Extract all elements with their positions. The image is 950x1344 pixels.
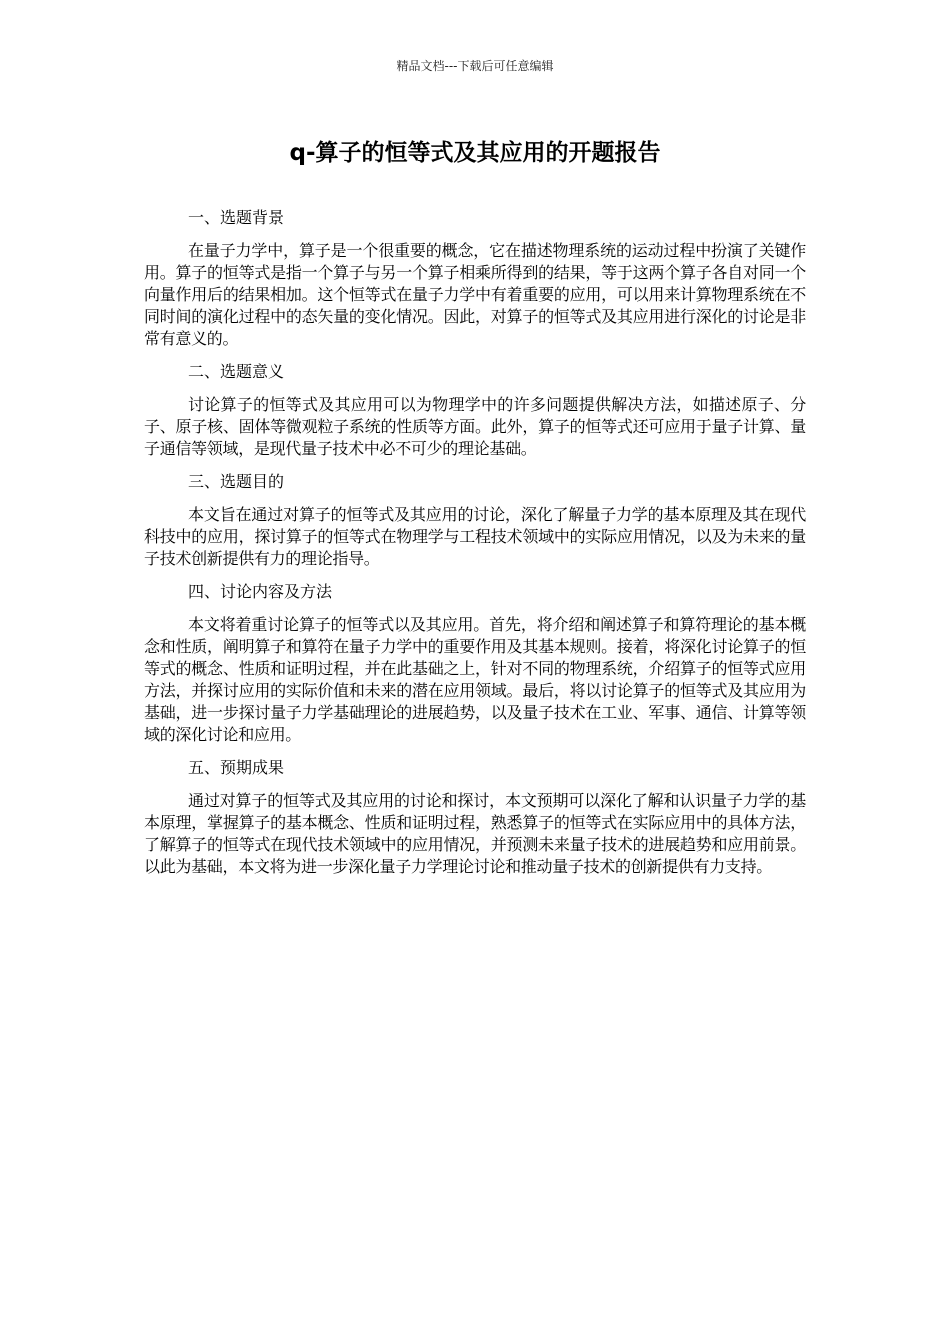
section-heading-significance: 二、选题意义 [188,362,285,381]
section-body-significance: 讨论算子的恒等式及其应用可以为物理学中的许多问题提供解决方法，如描述原子、分子、原子核、固体等微观粒子系统的性质等方面。此外，算子的恒等式还可应用于量子计算、量子通信等领域，是现代量子技术中必不可少的理论基础。 [144,395,806,458]
section-body-background: 在量子力学中，算子是一个很重要的概念，它在描述物理系统的运动过程中扮演了关键作用。算子的恒等式是指一个算子与另一个算子相乘所得到的结果，等于这两个算子各自对同一个向量作用后的结果相加。这个恒等式在量子力学中有着重要的应用，可以用来计算物理系统在不同时间的演化过程中的态矢量的变化情况。因此，对算子的恒等式及其应用进行深化的讨论是非常有意义的。 [144,241,806,348]
document-body [144,207,806,889]
section-body-content-methods: 本文将着重讨论算子的恒等式以及其应用。首先，将介绍和阐述算子和算符理论的基本概念和性质，阐明算子和算符在量子力学中的重要作用及其基本规则。接着，将深化讨论算子的恒等式的概念、性质和证明过程，并在此基础之上，针对不同的物理系统，介绍算子的恒等式应用方法，并探讨应用的实际价值和未来的潜在应用领域。最后，将以讨论算子的恒等式及其应用为基础，进一步探讨量子力学基础理论的进展趋势，以及量子技术在工业、军事、通信、计算等领域的深化讨论和应用。 [144,615,806,744]
section-body-expected-results: 通过对算子的恒等式及其应用的讨论和探讨，本文预期可以深化了解和认识量子力学的基本原理，掌握算子的基本概念、性质和证明过程，熟悉算子的恒等式在实际应用中的具体方法，了解算子的恒等式在现代技术领域中的应用情况，并预测未来量子技术的进展趋势和应用前景。以此为基础，本文将为进一步深化量子力学理论讨论和推动量子技术的创新提供有力支持。 [144,791,806,876]
section-heading-expected-results: 五、预期成果 [188,758,285,777]
section-body-purpose: 本文旨在通过对算子的恒等式及其应用的讨论，深化了解量子力学的基本原理及其在现代科技中的应用，探讨算子的恒等式在物理学与工程技术领域中的实际应用情况，以及为未来的量子技术创新提供有力的理论指导。 [144,505,806,568]
section-heading-content-methods: 四、讨论内容及方法 [188,582,333,601]
document-title: q-算子的恒等式及其应用的开题报告 [289,140,661,166]
page-header: 精品文档---下载后可任意编辑 [396,59,554,73]
section-heading-background: 一、选题背景 [188,208,285,227]
section-heading-purpose: 三、选题目的 [188,472,285,491]
